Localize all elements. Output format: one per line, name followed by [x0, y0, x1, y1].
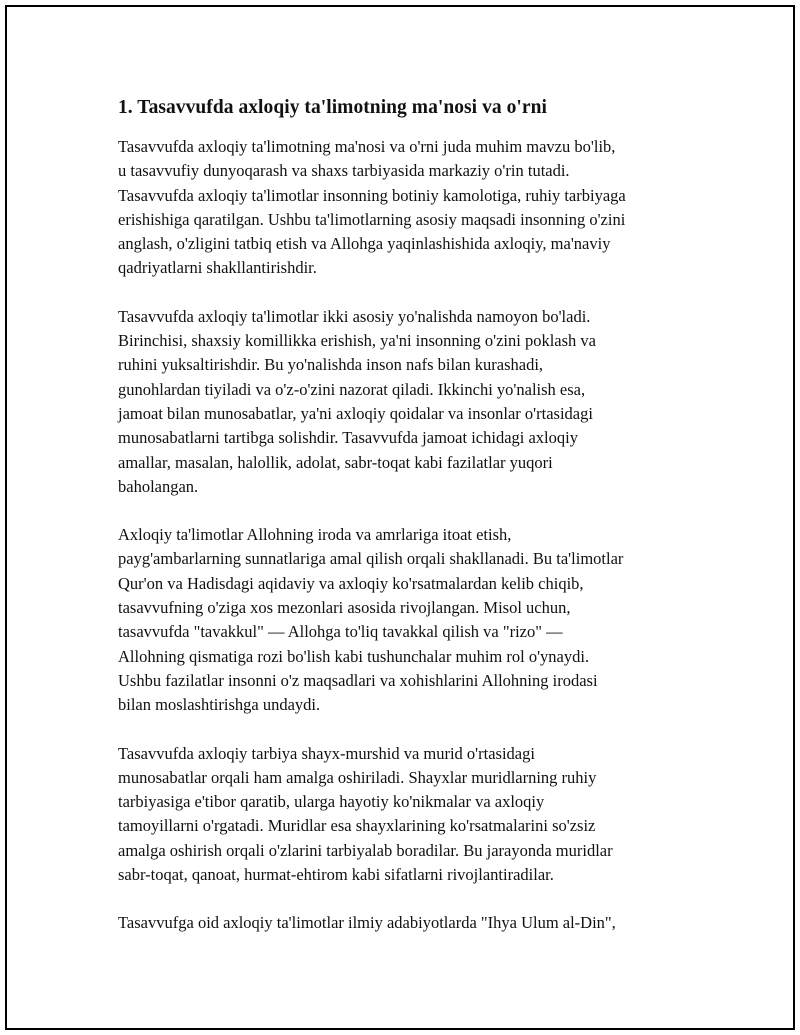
paragraph — [118, 305, 698, 499]
text-line: munosabatlarni tartibga solishdir. Tasavvufda jamoat ichidagi axloqiy — [118, 428, 578, 448]
text-line: Qur'on va Hadisdagi aqidaviy va axloqiy ko'rsatmalardan kelib chiqib, — [118, 573, 584, 593]
text-line: bilan moslashtirishga undaydi. — [118, 695, 321, 715]
text-line: Tasavvufda axloqiy ta'limotlar insonning botiniy kamolotiga, ruhiy tarbiyaga — [118, 185, 626, 205]
paragraph — [118, 135, 698, 281]
text-line: tarbiyasiga e'tibor qaratib, ularga hayotiy ko'nikmalar va axloqiy — [118, 792, 545, 812]
paragraph — [118, 742, 698, 888]
text-line: amallar, masalan, halollik, adolat, sabr-toqat kabi fazilatlar yuqori — [118, 452, 553, 472]
text-line: tamoyillarni o'rgatadi. Muridlar esa shayxlarining ko'rsatmalarini so'zsiz — [118, 816, 596, 836]
text-line: u tasavvufiy dunyoqarash va shaxs tarbiyasida markaziy o'rin tutadi. — [118, 161, 570, 181]
text-line: Axloqiy ta'limotlar Allohning iroda va amrlariga itoat etish, — [118, 525, 512, 545]
text-line: tasavvufda "tavakkul" — Allohga to'liq tavakkal qilish va "rizo" — — [118, 622, 563, 642]
paragraph-container — [118, 135, 698, 936]
text-line: jamoat bilan munosabatlar, ya'ni axloqiy qoidalar va insonlar o'rtasidagi — [118, 403, 593, 423]
paragraph — [118, 911, 698, 935]
text-line: Tasavvufda axloqiy ta'limotning ma'nosi va o'rni juda muhim mavzu bo'lib, — [118, 137, 616, 156]
document-body — [118, 95, 698, 960]
paragraph — [118, 523, 698, 717]
text-line: munosabatlar orqali ham amalga oshiriladi. Shayxlar muridlarning ruhiy — [118, 767, 597, 787]
text-line: payg'ambarlarning sunnatlariga amal qilish orqali shakllanadi. Bu ta'limotlar — [118, 549, 624, 569]
text-line: sabr-toqat, qanoat, hurmat-ehtirom kabi sifatlarni rivojlantiradilar. — [118, 865, 554, 885]
text-line: Birinchisi, shaxsiy komillikka erishish, ya'ni insonning o'zini poklash va — [118, 331, 596, 351]
text-line: baholangan. — [118, 476, 199, 496]
text-line: gunohlardan tiyiladi va o'z-o'zini nazorat qiladi. Ikkinchi yo'nalish esa, — [118, 379, 586, 399]
text-line: Tasavvufda axloqiy ta'limotlar ikki asosiy yo'nalishda namoyon bo'ladi. — [118, 306, 591, 326]
text-line: erishishiga qaratilgan. Ushbu ta'limotlarning asosiy maqsadi insonning o'zini — [118, 209, 626, 229]
text-line: Tasavvufda axloqiy tarbiya shayx-murshid va murid o'rtasidagi — [118, 743, 535, 763]
text-line: anglash, o'zligini tatbiq etish va Allohga yaqinlashishida axloqiy, ma'naviy — [118, 234, 611, 254]
text-line: ruhini yuksaltirishdir. Bu yo'nalishda inson nafs bilan kurashadi, — [118, 355, 544, 375]
section-heading: 1. Tasavvufda axloqiy ta'limotning ma'nosi va o'rni — [118, 97, 547, 118]
text-line: qadriyatlarni shakllantirishdir. — [118, 258, 317, 278]
text-line: Ushbu fazilatlar insonni o'z maqsadlari va xohishlarini Allohning irodasi — [118, 670, 598, 690]
text-line: tasavvufning o'ziga xos mezonlari asosida rivojlangan. Misol uchun, — [118, 598, 571, 618]
text-line: Tasavvufga oid axloqiy ta'limotlar ilmiy adabiyotlarda "Ihya Ulum al-Din", — [118, 913, 616, 933]
text-line: amalga oshirish orqali o'zlarini tarbiyalab boradilar. Bu jarayonda muridlar — [118, 840, 613, 860]
text-line: Allohning qismatiga rozi bo'lish kabi tushunchalar muhim rol o'ynaydi. — [118, 646, 590, 666]
